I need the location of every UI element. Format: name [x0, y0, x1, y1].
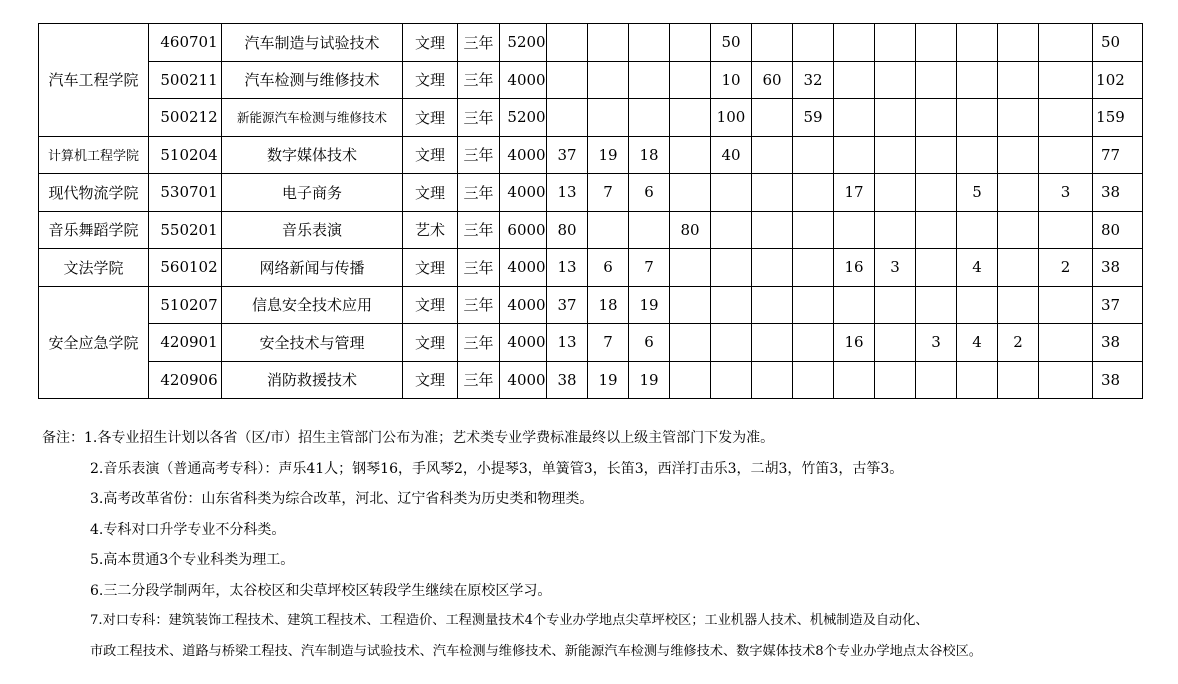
quota-cell [998, 136, 1039, 174]
total-cell: 50 [1093, 24, 1143, 62]
major-name-cell: 汽车检测与维修技术 [222, 61, 403, 99]
quota-cell: 60 [752, 61, 793, 99]
major-name-cell: 网络新闻与传播 [222, 249, 403, 287]
note-item: 6.三二分段学制两年，太谷校区和尖草坪校区转段学生继续在原校区学习。 [90, 582, 552, 599]
quota-cell: 16 [834, 324, 875, 362]
quota-cell: 3 [875, 249, 916, 287]
table-row [39, 249, 1143, 287]
duration-cell: 三年 [458, 361, 500, 399]
total-cell: 38 [1093, 361, 1143, 399]
quota-cell: 6 [588, 249, 629, 287]
quota-cell: 19 [629, 286, 670, 324]
total-cell: 102 [1093, 61, 1143, 99]
quota-cell [875, 361, 916, 399]
quota-cell [793, 361, 834, 399]
quota-cell: 18 [588, 286, 629, 324]
college-cell: 计算机工程学院 [39, 136, 149, 174]
quota-cell [1039, 136, 1093, 174]
quota-cell [875, 211, 916, 249]
quota-cell [998, 286, 1039, 324]
quota-cell [998, 24, 1039, 62]
quota-cell [629, 61, 670, 99]
fee-cell: 4000 [500, 61, 547, 99]
quota-cell [834, 136, 875, 174]
quota-cell: 4 [957, 249, 998, 287]
quota-cell [711, 361, 752, 399]
table-row [39, 24, 1143, 62]
quota-cell [875, 174, 916, 212]
major-name-cell: 信息安全技术应用 [222, 286, 403, 324]
quota-cell: 10 [711, 61, 752, 99]
quota-cell: 59 [793, 99, 834, 137]
quota-cell: 6 [629, 174, 670, 212]
quota-cell [875, 24, 916, 62]
quota-cell [998, 174, 1039, 212]
quota-cell [998, 99, 1039, 137]
table-row [39, 286, 1143, 324]
total-cell: 77 [1093, 136, 1143, 174]
quota-cell [834, 286, 875, 324]
total-cell: 38 [1093, 324, 1143, 362]
subject-cell: 文理 [403, 286, 458, 324]
quota-cell: 38 [547, 361, 588, 399]
fee-cell: 6000 [500, 211, 547, 249]
quota-cell [1039, 61, 1093, 99]
note-item: 2.音乐表演（普通高考专科）：声乐41人；钢琴16，手风琴2，小提琴3，单簧管3，长笛3，西洋打击乐3，二胡3，竹笛3，古筝3。 [90, 460, 904, 477]
quota-cell [916, 136, 957, 174]
quota-cell [547, 24, 588, 62]
quota-cell [547, 99, 588, 137]
quota-cell [875, 61, 916, 99]
quota-cell: 7 [629, 249, 670, 287]
table-row [39, 174, 1143, 212]
college-cell: 安全应急学院 [39, 286, 149, 399]
quota-cell [752, 249, 793, 287]
duration-cell: 三年 [458, 286, 500, 324]
quota-cell [793, 24, 834, 62]
quota-cell: 100 [711, 99, 752, 137]
quota-cell [547, 61, 588, 99]
table-row [39, 361, 1143, 399]
major-name-cell: 新能源汽车检测与维修技术 [222, 99, 403, 137]
duration-cell: 三年 [458, 24, 500, 62]
quota-cell: 2 [998, 324, 1039, 362]
quota-cell [752, 361, 793, 399]
quota-cell: 3 [1039, 174, 1093, 212]
duration-cell: 三年 [458, 211, 500, 249]
quota-cell [670, 174, 711, 212]
quota-cell [752, 324, 793, 362]
table-row [39, 136, 1143, 174]
quota-cell [875, 99, 916, 137]
quota-cell [752, 211, 793, 249]
quota-cell [711, 211, 752, 249]
quota-cell [916, 24, 957, 62]
major-code-cell: 510204 [149, 136, 222, 174]
quota-cell [957, 361, 998, 399]
quota-cell [916, 174, 957, 212]
quota-cell: 19 [588, 361, 629, 399]
college-cell: 汽车工程学院 [39, 24, 149, 137]
quota-cell: 80 [670, 211, 711, 249]
quota-cell [711, 249, 752, 287]
table-row [39, 61, 1143, 99]
quota-cell [1039, 211, 1093, 249]
quota-cell [998, 211, 1039, 249]
quota-cell: 16 [834, 249, 875, 287]
quota-cell: 50 [711, 24, 752, 62]
quota-cell [793, 249, 834, 287]
note-item: 5.高本贯通3个专业科类为理工。 [90, 552, 295, 568]
quota-cell [670, 361, 711, 399]
quota-cell [1039, 99, 1093, 137]
major-name-cell: 数字媒体技术 [222, 136, 403, 174]
quota-cell [1039, 324, 1093, 362]
quota-cell [957, 211, 998, 249]
quota-cell [629, 211, 670, 249]
major-code-cell: 420906 [149, 361, 222, 399]
quota-cell: 13 [547, 249, 588, 287]
quota-cell [711, 324, 752, 362]
duration-cell: 三年 [458, 249, 500, 287]
quota-cell [752, 136, 793, 174]
quota-cell [793, 136, 834, 174]
quota-cell: 6 [629, 324, 670, 362]
quota-cell: 19 [588, 136, 629, 174]
fee-cell: 4000 [500, 249, 547, 287]
quota-cell [957, 61, 998, 99]
note-continuation: 市政工程技术、道路与桥梁工程技、汽车制造与试验技术、汽车检测与维修技术、新能源汽车检测与维修技术、数字媒体技术8个专业办学地点太谷校区。 [90, 643, 982, 659]
quota-cell [916, 211, 957, 249]
quota-cell [670, 136, 711, 174]
major-name-cell: 电子商务 [222, 174, 403, 212]
major-code-cell: 550201 [149, 211, 222, 249]
fee-cell: 5200 [500, 24, 547, 62]
duration-cell: 三年 [458, 174, 500, 212]
quota-cell: 4 [957, 324, 998, 362]
duration-cell: 三年 [458, 324, 500, 362]
quota-cell [793, 324, 834, 362]
quota-cell: 13 [547, 324, 588, 362]
quota-cell [670, 99, 711, 137]
note-line [42, 423, 982, 454]
quota-cell [629, 99, 670, 137]
quota-cell: 40 [711, 136, 752, 174]
duration-cell: 三年 [458, 99, 500, 137]
quota-cell [752, 174, 793, 212]
quota-cell [916, 99, 957, 137]
total-cell: 38 [1093, 249, 1143, 287]
total-cell: 159 [1093, 99, 1143, 137]
quota-cell [711, 174, 752, 212]
quota-cell [875, 324, 916, 362]
quota-cell [670, 286, 711, 324]
quota-cell: 19 [629, 361, 670, 399]
quota-cell: 7 [588, 174, 629, 212]
quota-cell: 80 [547, 211, 588, 249]
major-code-cell: 500211 [149, 61, 222, 99]
subject-cell: 文理 [403, 61, 458, 99]
quota-cell [916, 286, 957, 324]
note-item: 4.专科对口升学专业不分科类。 [90, 521, 286, 538]
quota-cell [834, 361, 875, 399]
note-item: 7.对口专科：建筑装饰工程技术、建筑工程技术、工程造价、工程测量技术4个专业办学地点尖草坪校区；工业机器人技术、机械制造及自动化、 [90, 613, 929, 628]
quota-cell: 17 [834, 174, 875, 212]
quota-cell: 37 [547, 136, 588, 174]
duration-cell: 三年 [458, 61, 500, 99]
major-name-cell: 音乐表演 [222, 211, 403, 249]
subject-cell: 文理 [403, 249, 458, 287]
subject-cell: 文理 [403, 136, 458, 174]
quota-cell [711, 286, 752, 324]
major-code-cell: 420901 [149, 324, 222, 362]
quota-cell: 3 [916, 324, 957, 362]
subject-cell: 文理 [403, 174, 458, 212]
fee-cell: 4000 [500, 286, 547, 324]
major-name-cell: 消防救援技术 [222, 361, 403, 399]
table-row [39, 324, 1143, 362]
quota-cell [670, 324, 711, 362]
major-code-cell: 500212 [149, 99, 222, 137]
quota-cell [670, 24, 711, 62]
quota-cell [752, 286, 793, 324]
quota-cell [834, 24, 875, 62]
fee-cell: 4000 [500, 174, 547, 212]
quota-cell [875, 286, 916, 324]
table-row [39, 211, 1143, 249]
quota-cell [834, 211, 875, 249]
subject-cell: 文理 [403, 361, 458, 399]
fee-cell: 4000 [500, 324, 547, 362]
quota-cell: 5 [957, 174, 998, 212]
quota-cell [957, 286, 998, 324]
quota-cell [834, 61, 875, 99]
quota-cell [875, 136, 916, 174]
note-item: 3.高考改革省份：山东省科类为综合改革，河北、辽宁省科类为历史类和物理类。 [90, 491, 594, 507]
quota-cell [1039, 361, 1093, 399]
quota-cell [998, 249, 1039, 287]
notes-prefix: 备注： [42, 430, 84, 446]
quota-cell: 2 [1039, 249, 1093, 287]
college-cell: 音乐舞蹈学院 [39, 211, 149, 249]
quota-cell [588, 24, 629, 62]
quota-cell [793, 211, 834, 249]
quota-cell [588, 211, 629, 249]
quota-cell [998, 361, 1039, 399]
quota-cell [957, 99, 998, 137]
major-name-cell: 汽车制造与试验技术 [222, 24, 403, 62]
quota-cell [834, 99, 875, 137]
quota-cell: 37 [547, 286, 588, 324]
quota-cell [752, 99, 793, 137]
note-item: 1.各专业招生计划以各省（区/市）招生主管部门公布为准；艺术类专业学费标准最终以上级主管部门下发为准。 [84, 430, 775, 446]
notes-section [42, 423, 982, 667]
quota-cell [752, 24, 793, 62]
quota-cell [916, 249, 957, 287]
subject-cell: 艺术 [403, 211, 458, 249]
quota-cell [629, 24, 670, 62]
quota-cell [793, 286, 834, 324]
enrollment-plan-table [38, 23, 1143, 399]
major-code-cell: 560102 [149, 249, 222, 287]
college-cell: 文法学院 [39, 249, 149, 287]
fee-cell: 4000 [500, 361, 547, 399]
total-cell: 80 [1093, 211, 1143, 249]
subject-cell: 文理 [403, 99, 458, 137]
quota-cell [957, 136, 998, 174]
college-cell: 现代物流学院 [39, 174, 149, 212]
fee-cell: 5200 [500, 99, 547, 137]
quota-cell: 18 [629, 136, 670, 174]
quota-cell [670, 61, 711, 99]
quota-cell [588, 61, 629, 99]
quota-cell [1039, 286, 1093, 324]
quota-cell: 32 [793, 61, 834, 99]
table-row [39, 99, 1143, 137]
quota-cell: 13 [547, 174, 588, 212]
quota-cell [916, 61, 957, 99]
subject-cell: 文理 [403, 24, 458, 62]
quota-cell: 7 [588, 324, 629, 362]
quota-cell [793, 174, 834, 212]
major-code-cell: 530701 [149, 174, 222, 212]
quota-cell [670, 249, 711, 287]
major-code-cell: 510207 [149, 286, 222, 324]
quota-cell [998, 61, 1039, 99]
total-cell: 38 [1093, 174, 1143, 212]
major-code-cell: 460701 [149, 24, 222, 62]
quota-cell [588, 99, 629, 137]
duration-cell: 三年 [458, 136, 500, 174]
fee-cell: 4000 [500, 136, 547, 174]
quota-cell [916, 361, 957, 399]
quota-cell [1039, 24, 1093, 62]
major-name-cell: 安全技术与管理 [222, 324, 403, 362]
quota-cell [957, 24, 998, 62]
subject-cell: 文理 [403, 324, 458, 362]
total-cell: 37 [1093, 286, 1143, 324]
